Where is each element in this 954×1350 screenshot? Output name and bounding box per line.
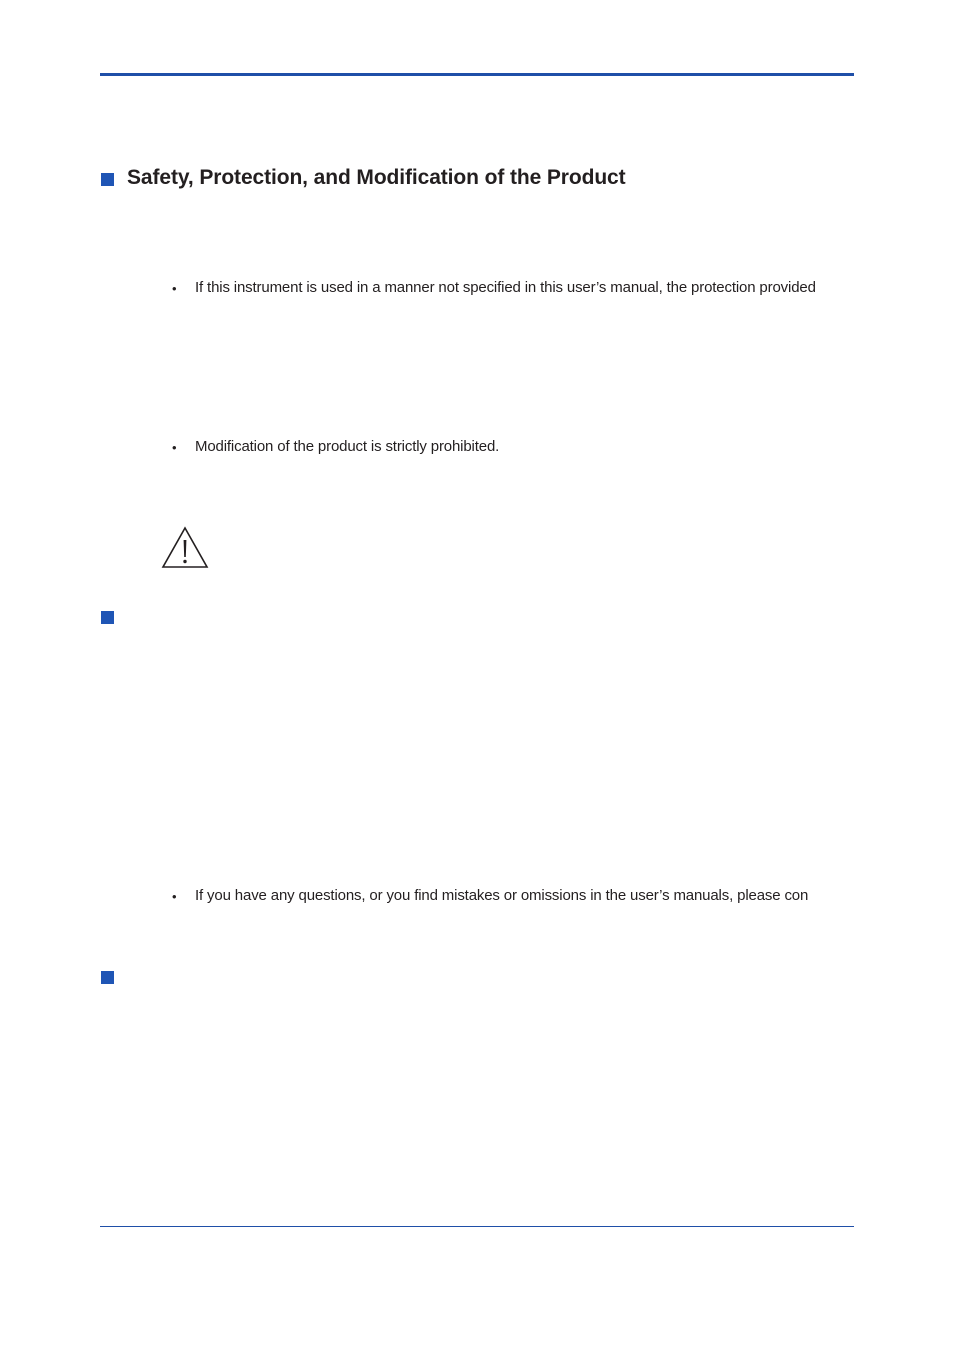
- footer-rule: [100, 1226, 854, 1227]
- section-marker-icon: [101, 611, 114, 624]
- bullet-text-protection: If this instrument is used in a manner not specified in this user’s manual, the protection provided: [195, 279, 816, 296]
- bullet-dot-icon: •: [172, 889, 177, 904]
- bullet-dot-icon: •: [172, 281, 177, 296]
- bullet-dot-icon: •: [172, 440, 177, 455]
- section-marker-icon: [101, 173, 114, 186]
- bullet-text-modification: Modification of the product is strictly prohibited.: [195, 438, 500, 455]
- section-heading: Safety, Protection, and Modification of the Product: [127, 166, 626, 189]
- section-marker-icon: [101, 971, 114, 984]
- warning-triangle-icon: [161, 526, 209, 569]
- header-rule: [100, 73, 854, 76]
- bullet-text-questions: If you have any questions, or you find mistakes or omissions in the user’s manuals, please con: [195, 887, 809, 904]
